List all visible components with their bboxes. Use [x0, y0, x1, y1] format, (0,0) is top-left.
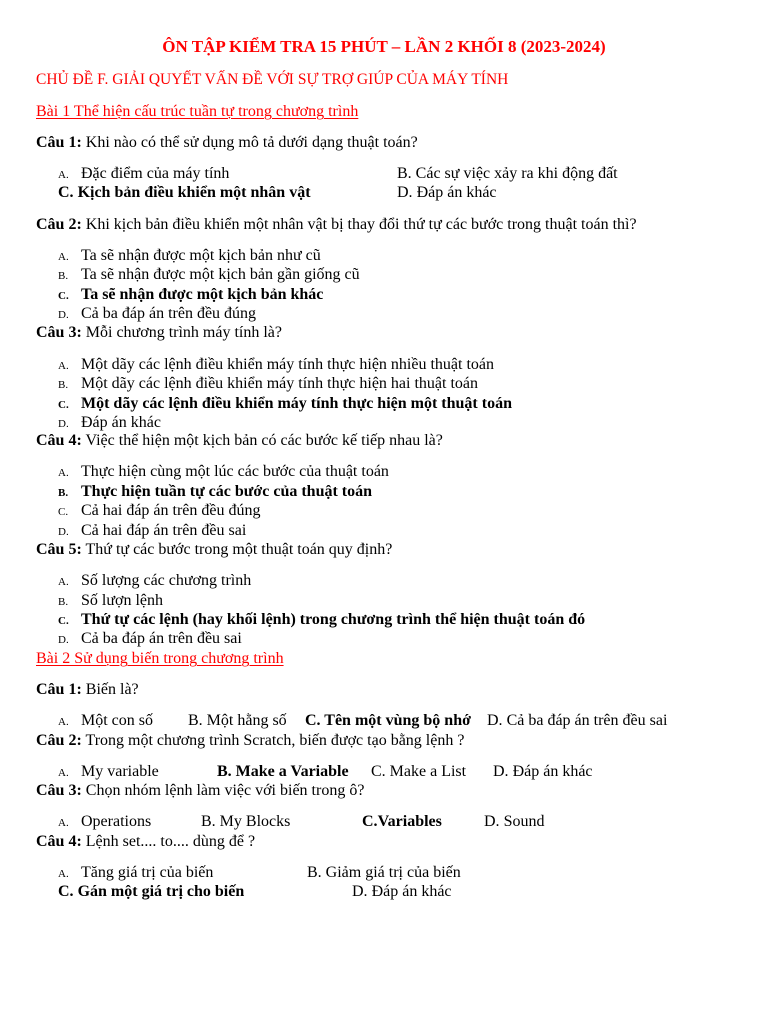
option-text: Sound [503, 813, 545, 830]
option-2-3-d [484, 812, 544, 832]
option-text: Tên một vùng bộ nhớ [324, 712, 471, 729]
question-label: Câu 2: [36, 732, 82, 749]
option-letter: B. [217, 763, 232, 780]
option-letter: C. [371, 763, 386, 780]
option-text: Cả ba đáp án trên đều đúng [81, 305, 257, 322]
option-letter: D. [58, 309, 69, 321]
option-text: Variables [377, 813, 442, 830]
question-text: Thứ tự các bước trong một thuật toán quy định? [85, 541, 393, 558]
option-1-3-a [58, 355, 494, 375]
option-text: Cả ba đáp án trên đều sai [506, 712, 668, 729]
option-1-5-b [58, 591, 163, 611]
option-text: Một dãy các lệnh điều khiển máy tính thực hiện hai thuật toán [81, 375, 479, 392]
option-letter: A. [58, 251, 69, 263]
question-1-4 [36, 431, 443, 451]
option-2-1-d [487, 711, 667, 731]
option-letter: A. [58, 360, 69, 372]
option-text: Thứ tự các lệnh (hay khối lệnh) trong chương trình thể hiện thuật toán đó [81, 611, 586, 628]
option-1-5-c [58, 610, 585, 630]
option-letter: B. [58, 487, 69, 499]
option-2-4-a [58, 863, 213, 883]
option-text: Cả hai đáp án trên đều sai [81, 522, 247, 539]
option-letter: D. [58, 526, 69, 538]
option-2-3-c [362, 812, 442, 832]
option-letter: D. [493, 763, 509, 780]
option-letter: C. [58, 399, 69, 411]
option-1-4-a [58, 462, 389, 482]
option-letter: B. [188, 712, 203, 729]
option-2-2-d [493, 762, 593, 782]
option-text: My Blocks [219, 813, 291, 830]
option-text: Đặc điểm của máy tính [81, 165, 230, 182]
question-text: Biến là? [85, 681, 139, 698]
option-1-3-b [58, 374, 478, 394]
question-label: Câu 4: [36, 432, 82, 449]
option-letter: B. [397, 165, 412, 182]
option-text: Một dãy các lệnh điều khiển máy tính thực hiện nhiều thuật toán [81, 356, 495, 373]
option-1-1-a [58, 164, 229, 184]
option-letter: C. [58, 184, 74, 201]
option-text: Giảm giá trị của biến [325, 864, 461, 881]
option-2-4-d [352, 882, 452, 902]
option-2-3-a [58, 812, 151, 832]
option-2-4-b [307, 863, 461, 883]
option-text: Đáp án khác [371, 883, 452, 900]
option-text: Đáp án khác [512, 763, 593, 780]
option-text: Đáp án khác [81, 414, 161, 431]
option-1-5-a [58, 571, 251, 591]
question-label: Câu 1: [36, 681, 82, 698]
option-letter: D. [58, 418, 69, 430]
lesson-1-heading: Bài 1 Thể hiện cấu trúc tuần tự trong chương trình [36, 103, 359, 120]
option-text: Thực hiện cùng một lúc các bước của thuật toán [81, 463, 389, 480]
question-label: Câu 3: [36, 324, 82, 341]
question-2-2 [36, 731, 464, 751]
option-letter: D. [487, 712, 503, 729]
option-letter: D. [397, 184, 413, 201]
option-text: Make a List [389, 763, 467, 780]
option-text: Cả hai đáp án trên đều đúng [81, 502, 261, 519]
option-letter: A. [58, 716, 69, 728]
option-text: Ta sẽ nhận được một kịch bản gần giống cũ [81, 266, 360, 283]
option-1-2-d [58, 304, 256, 324]
option-text: Một hằng số [206, 712, 287, 729]
option-text: Gán một giá trị cho biến [77, 883, 245, 900]
option-text: Đáp án khác [416, 184, 497, 201]
option-text: My variable [81, 763, 159, 780]
option-letter: D. [58, 634, 69, 646]
question-2-1 [36, 680, 139, 700]
question-2-4 [36, 832, 255, 852]
option-letter: C. [58, 615, 69, 627]
option-text: Ta sẽ nhận được một kịch bản như cũ [81, 247, 321, 264]
option-letter: B. [307, 864, 322, 881]
option-letter: A. [58, 467, 69, 479]
option-2-4-c [58, 882, 244, 902]
option-letter: C. [58, 290, 69, 302]
question-label: Câu 1: [36, 134, 82, 151]
question-label: Câu 4: [36, 833, 82, 850]
question-text: Việc thể hiện một kịch bản có các bước kế tiếp nhau là? [85, 432, 443, 449]
option-text: Các sự việc xảy ra khi động đất [415, 165, 618, 182]
question-1-1 [36, 133, 418, 153]
question-label: Câu 2: [36, 216, 82, 233]
option-text: Ta sẽ nhận được một kịch bản khác [81, 286, 324, 303]
topic-heading: CHỦ ĐỀ F. GIẢI QUYẾT VẤN ĐỀ VỚI SỰ TRỢ GIÚP CỦA MÁY TÍNH [36, 71, 509, 88]
option-text: Một dãy các lệnh điều khiển máy tính thực hiện một thuật toán [81, 395, 512, 412]
option-text: Tăng giá trị của biến [81, 864, 214, 881]
option-2-2-b [217, 762, 349, 782]
option-letter: A. [58, 169, 69, 181]
option-1-2-b [58, 265, 360, 285]
option-letter: D. [484, 813, 500, 830]
option-text: Cả ba đáp án trên đều sai [81, 630, 242, 647]
option-1-3-d [58, 413, 161, 433]
option-text: Make a Variable [235, 763, 349, 780]
option-text: Số lượng các chương trình [81, 572, 252, 589]
option-2-2-c [371, 762, 466, 782]
option-1-4-b [58, 482, 372, 502]
option-1-5-d [58, 629, 242, 649]
option-letter: A. [58, 767, 69, 779]
option-letter: B. [58, 270, 69, 282]
option-text: Kịch bản điều khiển một nhân vật [77, 184, 311, 201]
option-1-2-c [58, 285, 323, 305]
option-letter: A. [58, 868, 69, 880]
page-title: ÔN TẬP KIỂM TRA 15 PHÚT – LẦN 2 KHỐI 8 (2023-2024) [162, 37, 606, 56]
question-1-2 [36, 215, 637, 235]
option-text: Thực hiện tuần tự các bước của thuật toán [81, 483, 373, 500]
option-1-2-a [58, 246, 321, 266]
option-letter: C. [305, 712, 321, 729]
option-text: Một con số [81, 712, 153, 729]
question-label: Câu 3: [36, 782, 82, 799]
option-1-1-b [397, 164, 618, 184]
option-letter: B. [58, 379, 69, 391]
option-letter: B. [58, 596, 69, 608]
question-text: Trong một chương trình Scratch, biến được tạo bằng lệnh ? [85, 732, 465, 749]
question-text: Lệnh set.... to.... dùng để ? [85, 833, 256, 850]
option-letter: C. [58, 883, 74, 900]
option-letter: B. [201, 813, 216, 830]
question-text: Khi kịch bản điều khiển một nhân vật bị thay đổi thứ tự các bước trong thuật toán thì? [85, 216, 637, 233]
lesson-2-heading: Bài 2 Sử dụng biến trong chương trình [36, 650, 284, 667]
option-letter: A. [58, 576, 69, 588]
option-1-1-d [397, 183, 497, 203]
option-1-4-d [58, 521, 246, 541]
option-1-4-c [58, 501, 261, 521]
question-label: Câu 5: [36, 541, 82, 558]
question-text: Chọn nhóm lệnh làm việc với biến trong ô? [85, 782, 365, 799]
option-2-1-a [58, 711, 153, 731]
option-letter: C. [58, 506, 69, 518]
option-text: Số lượn lệnh [81, 592, 164, 609]
option-letter: A. [58, 817, 69, 829]
option-2-1-b [188, 711, 287, 731]
option-letter: D. [352, 883, 368, 900]
option-1-3-c [58, 394, 512, 414]
option-letter: C. [362, 813, 378, 830]
option-1-1-c [58, 183, 311, 203]
question-1-5 [36, 540, 392, 560]
question-1-3 [36, 323, 282, 343]
option-2-3-b [201, 812, 290, 832]
question-text: Khi nào có thể sử dụng mô tả dưới dạng thuật toán? [85, 134, 418, 151]
question-2-3 [36, 781, 364, 801]
option-2-1-c [305, 711, 471, 731]
option-2-2-a [58, 762, 159, 782]
option-text: Operations [81, 813, 152, 830]
question-text: Mỗi chương trình máy tính là? [85, 324, 282, 341]
